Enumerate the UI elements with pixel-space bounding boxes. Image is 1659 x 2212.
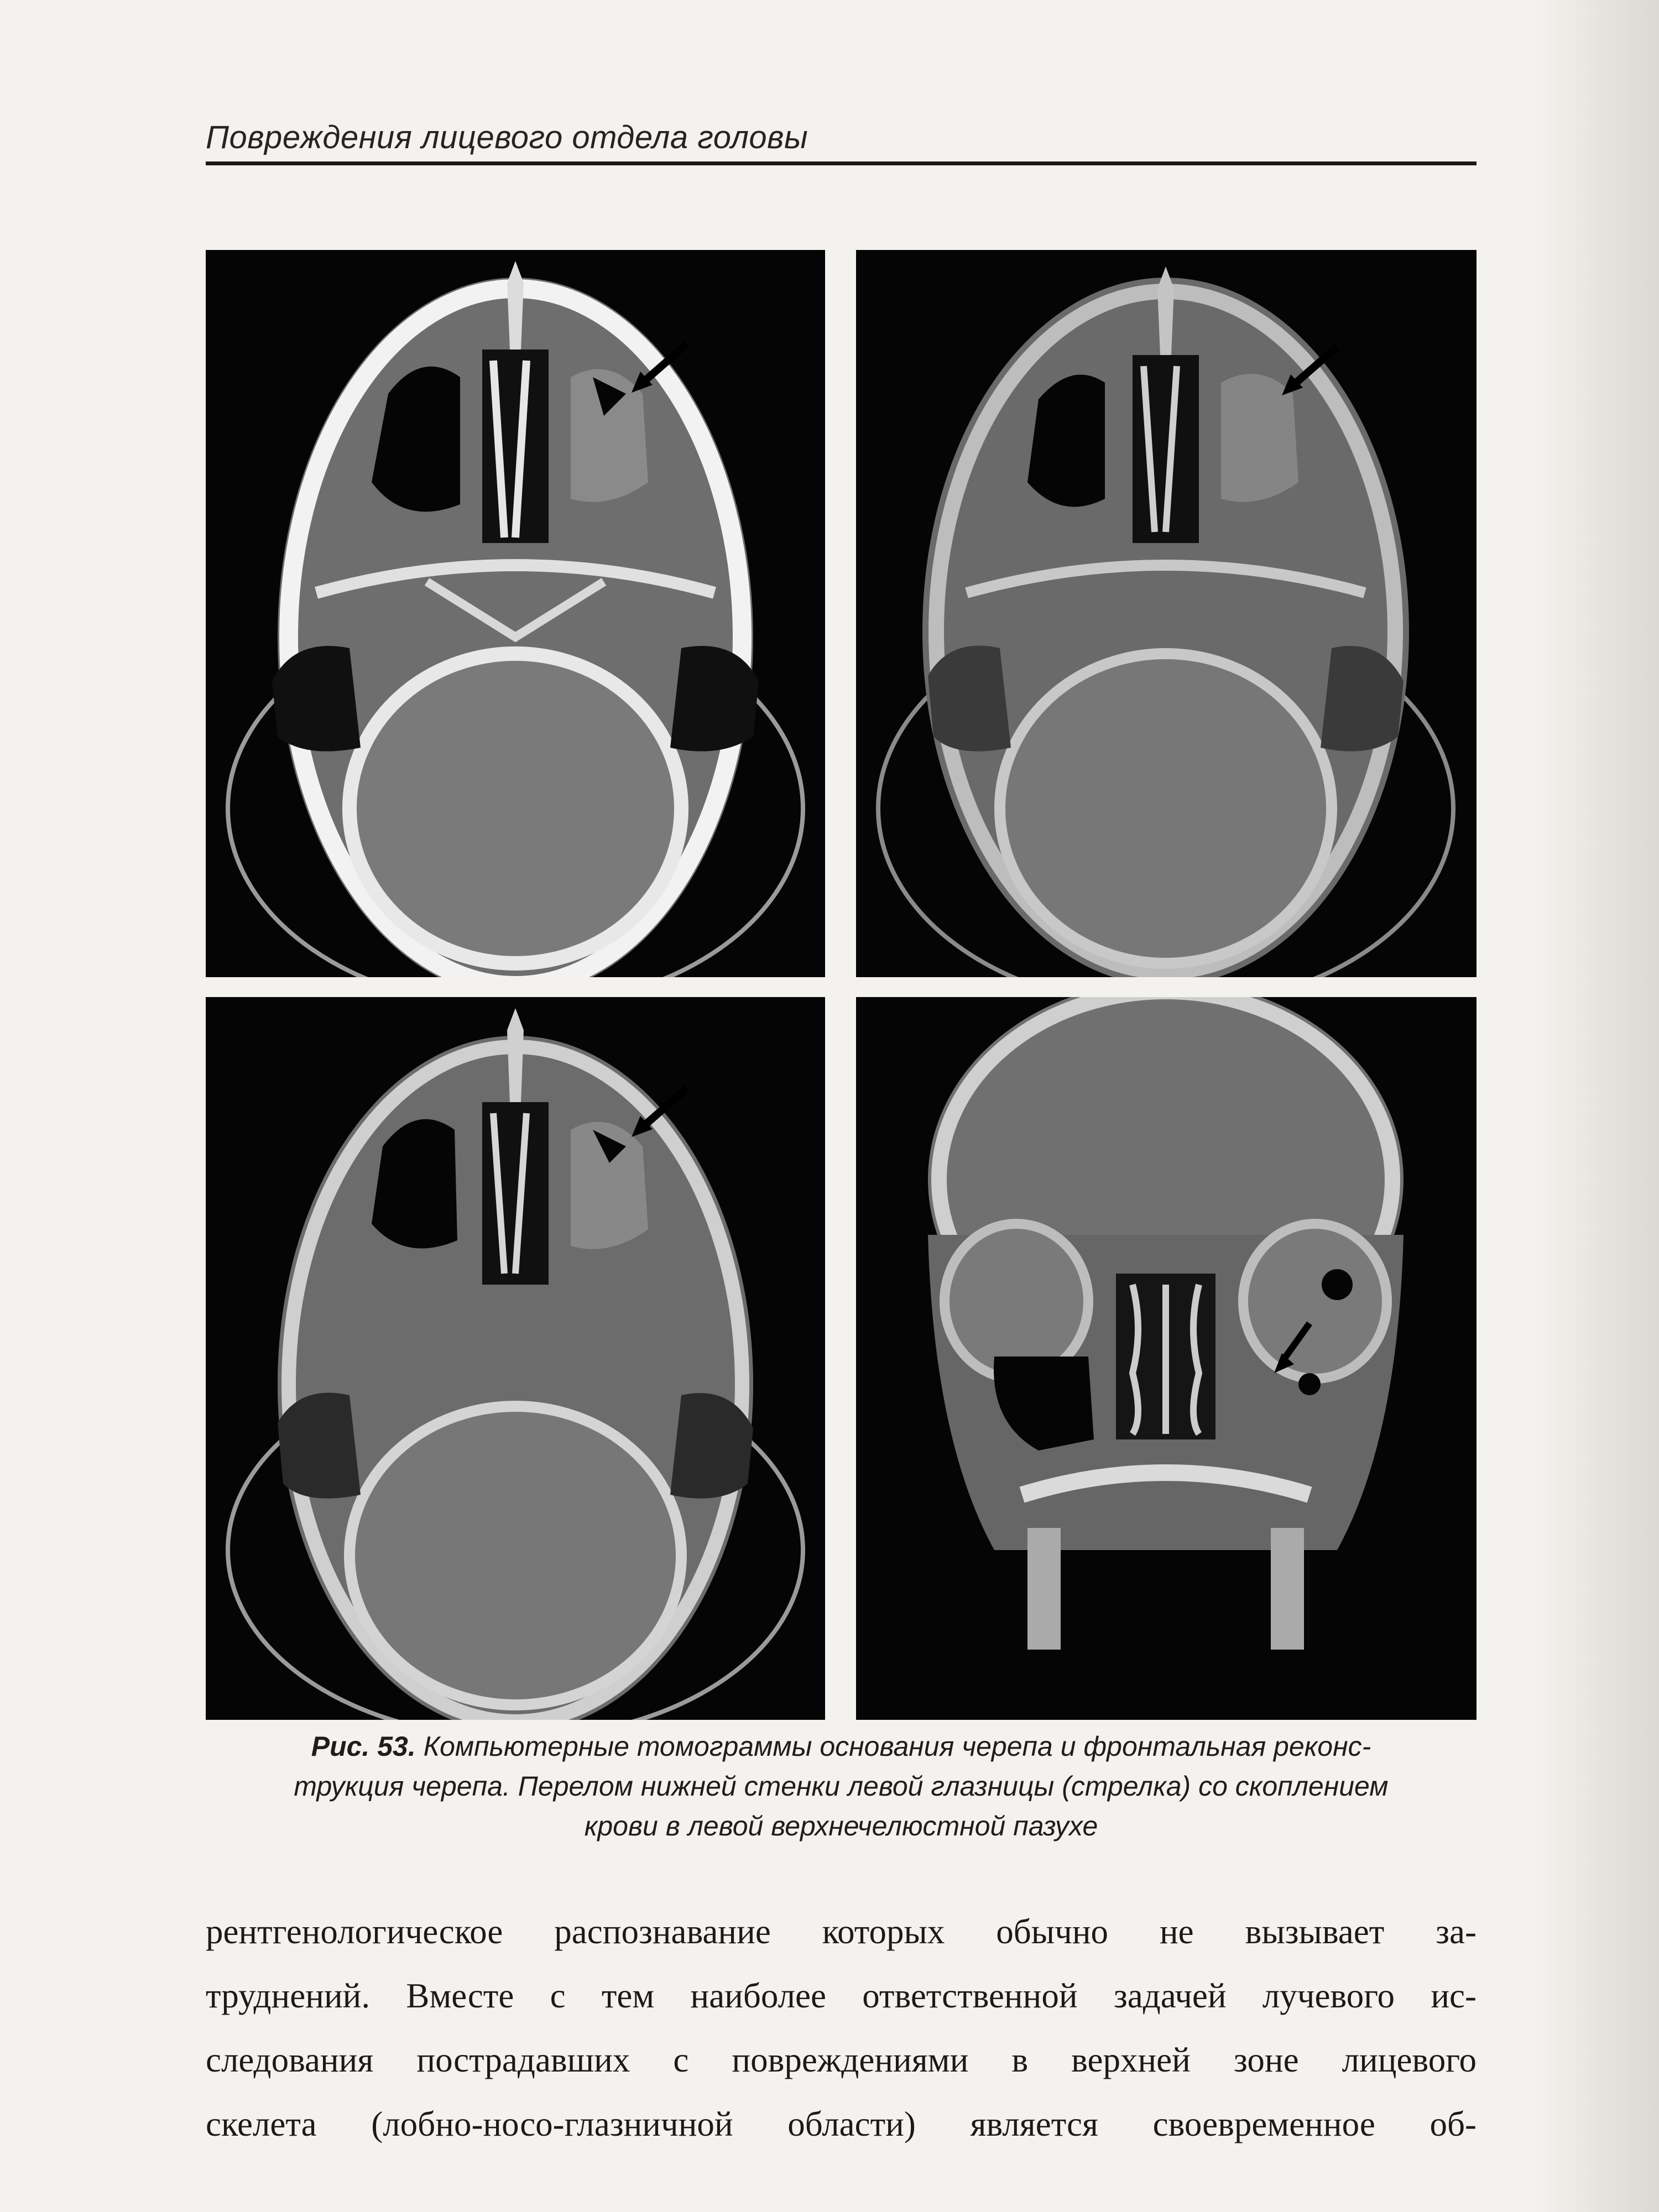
caption-label: Рис. 53. [311, 1731, 416, 1762]
caption-line-1-text: Компьютерные томограммы основания черепа и фронтальная реконс- [415, 1731, 1371, 1762]
ct-panel-axial-lower [206, 997, 825, 1720]
caption-line-3: крови в левой верхнечелюстной пазухе [584, 1811, 1098, 1841]
caption-line-1 [206, 1726, 1477, 1766]
body-line: скелета (лобно-носо-глазничной области) является своевременное об- [206, 2105, 1477, 2143]
body-paragraph [206, 1900, 1477, 2156]
body-line: рентгенологическое распознавание которых обычно не вызывает за- [206, 1912, 1477, 1951]
running-header: Повреждения лицевого отдела головы [206, 119, 808, 155]
ct-panel-axial-soft-tissue [206, 250, 825, 977]
ct-panel-frontal-reconstruction [856, 997, 1477, 1720]
page-edge-shadow [1532, 0, 1659, 2212]
ct-panel-axial-bone [856, 250, 1477, 977]
body-line: труднений. Вместе с тем наиболее ответственной задачей лучевого ис- [206, 1976, 1477, 2015]
body-line: следования пострадавших с повреждениями в верхней зоне лицевого [206, 2041, 1477, 2079]
figure-caption [206, 1726, 1477, 1846]
caption-line-2: трукция черепа. Перелом нижней стенки левой глазницы (стрелка) со скоплением [294, 1771, 1389, 1802]
header-rule [206, 161, 1477, 165]
